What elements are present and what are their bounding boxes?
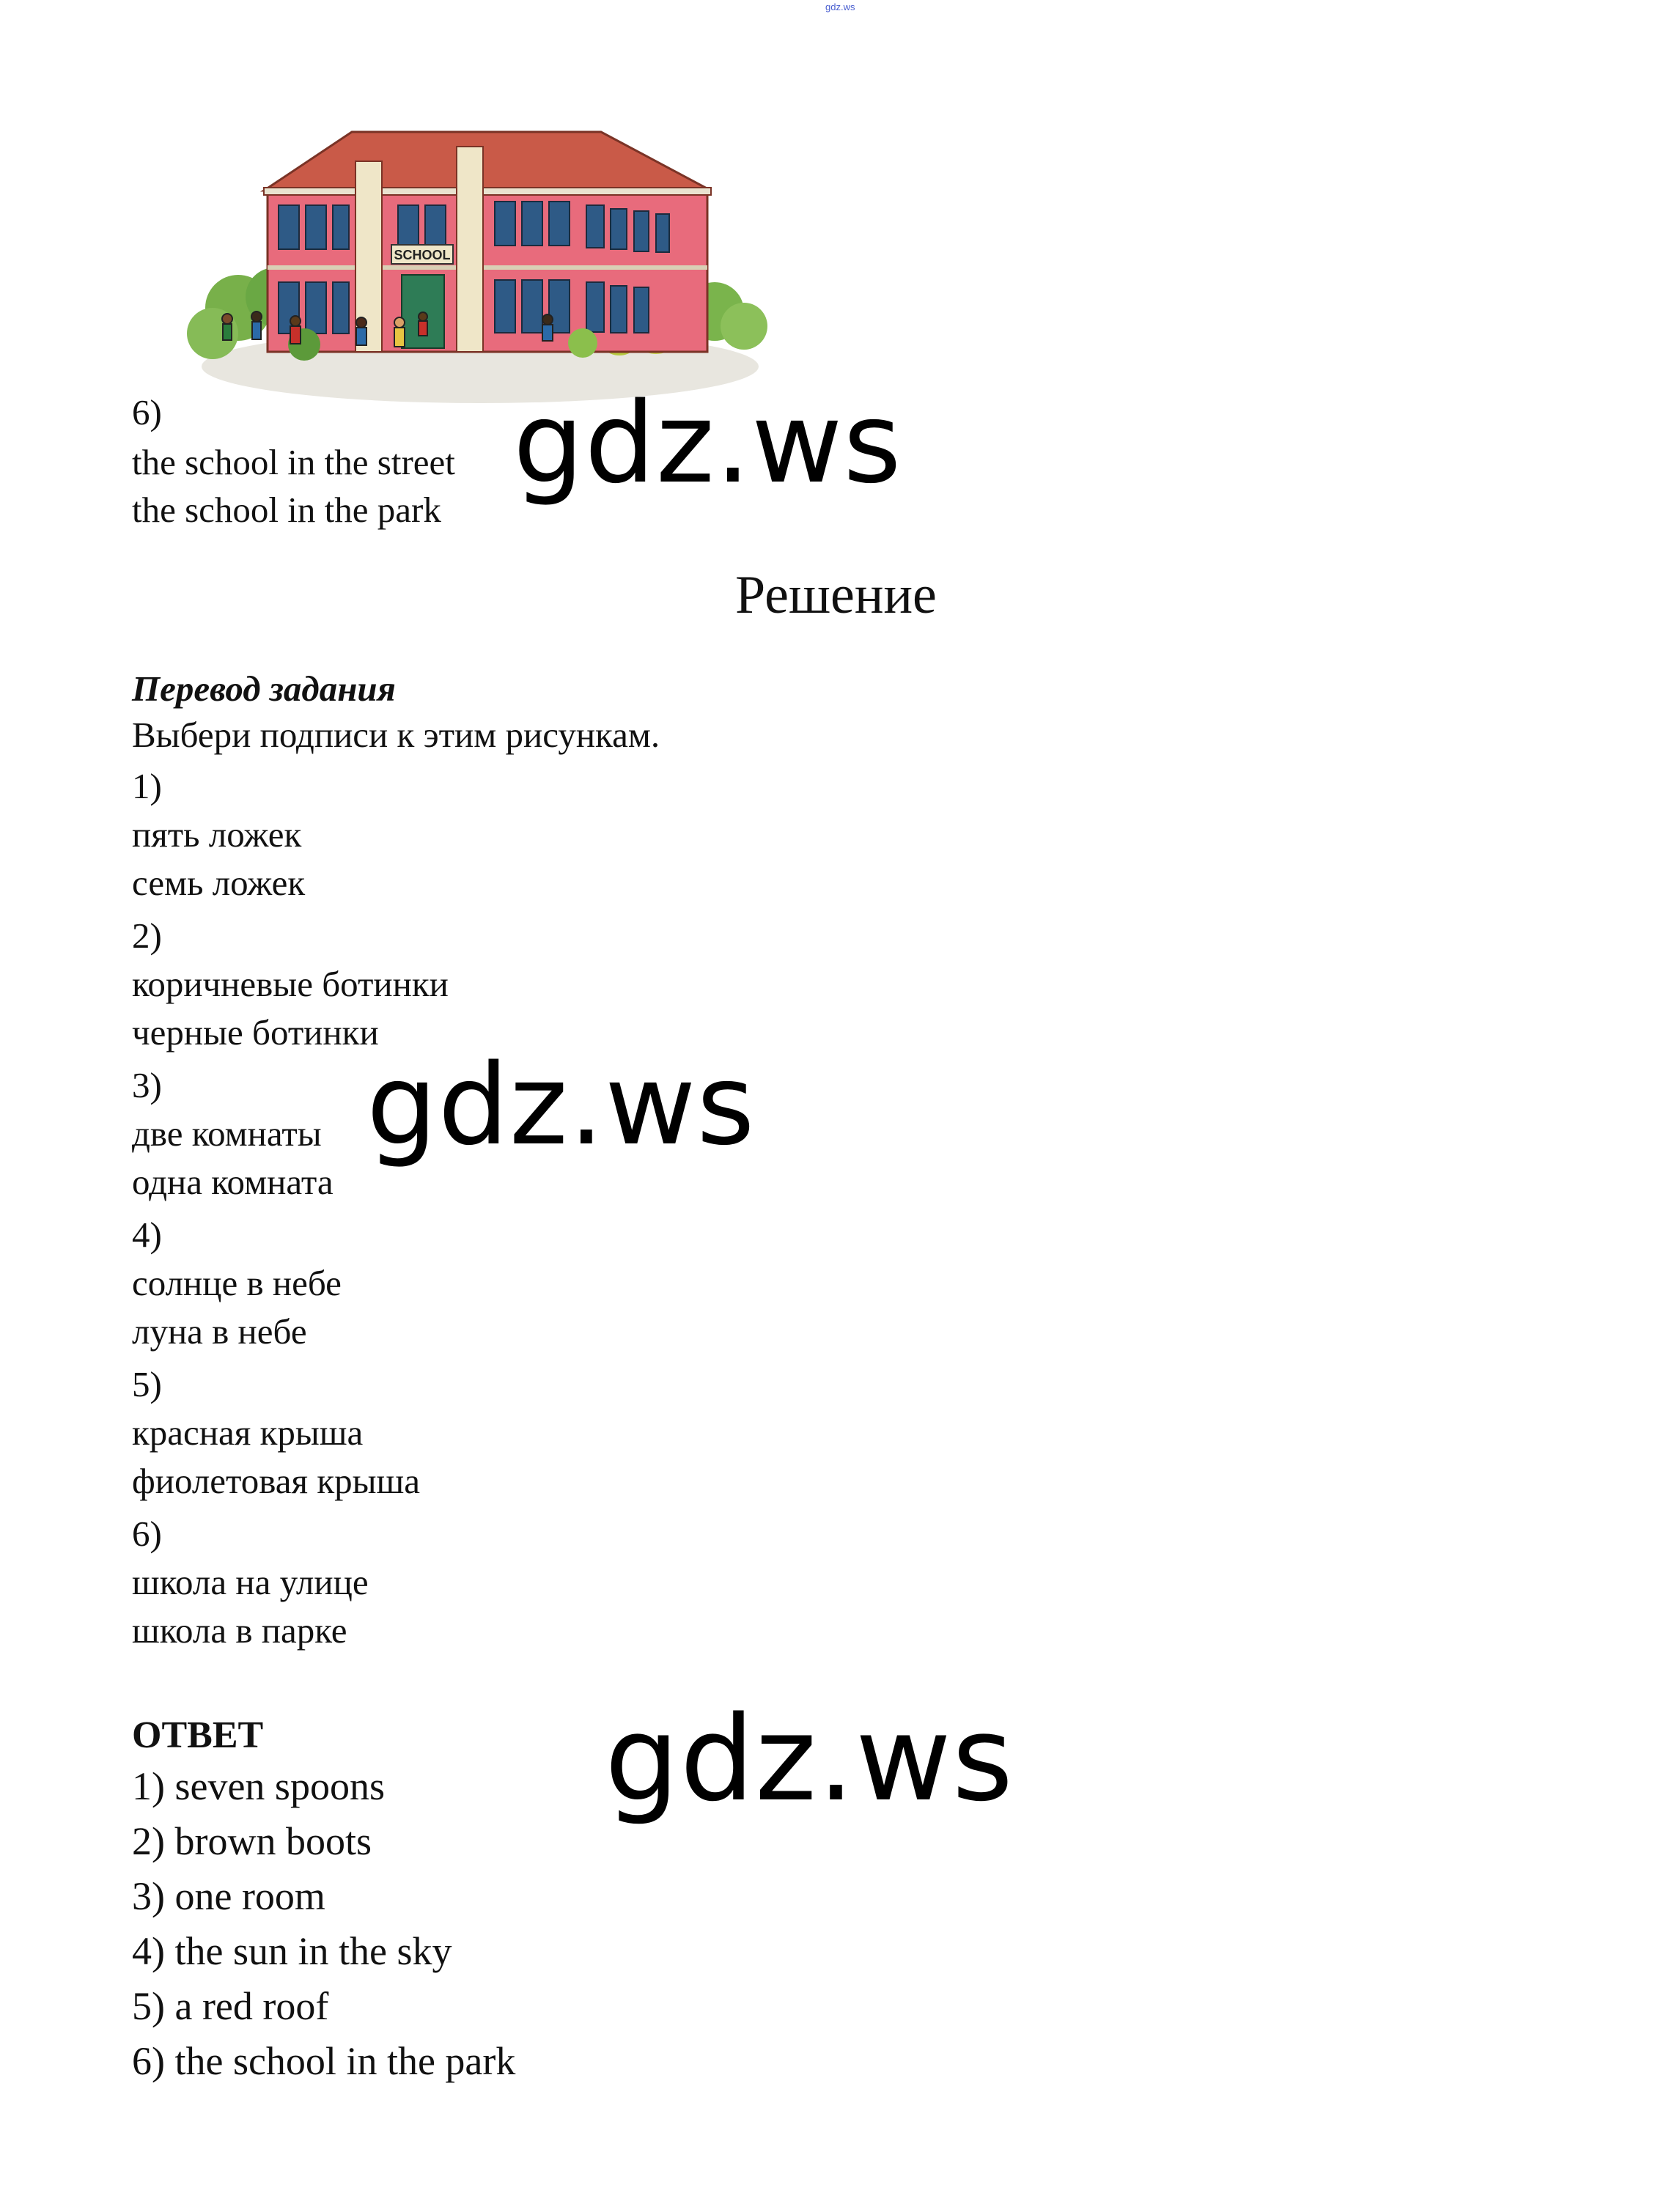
answer-title: ОТВЕТ — [132, 1714, 264, 1756]
answer-item: 6) the school in the park — [132, 2039, 516, 2083]
header-watermark: gdz.ws — [825, 1, 855, 12]
translation-list — [132, 762, 449, 1655]
watermark: gdz.ws — [605, 1690, 1014, 1827]
translation-item-option: фиолетовая крыша — [132, 1461, 421, 1501]
translation-item-option: семь ложек — [132, 863, 306, 903]
translation-item-option: черные ботинки — [132, 1012, 379, 1053]
answer-item: 2) brown boots — [132, 1819, 372, 1863]
translation-item-option: школа на улице — [132, 1562, 369, 1602]
watermark: gdz.ws — [366, 1040, 756, 1170]
translation-item-option: школа в парке — [132, 1610, 347, 1651]
exercise-option-a: the school in the street — [132, 442, 455, 482]
translation-item-number: 4) — [132, 1215, 162, 1255]
answer-list — [132, 1759, 515, 2089]
translation-item-option: луна в небе — [132, 1311, 307, 1352]
solution-title: Решение — [735, 565, 937, 625]
translation-item-option: коричневые ботинки — [132, 964, 449, 1004]
exercise-number: 6) — [132, 392, 162, 432]
translation-item-number: 6) — [132, 1514, 162, 1554]
translation-instruction: Выбери подписи к этим рисункам. — [132, 715, 660, 755]
translation-item-option: две комнаты — [132, 1113, 322, 1154]
answer-item: 1) seven spoons — [132, 1764, 385, 1808]
watermark: gdz.ws — [513, 378, 902, 508]
exercise-option-b: the school in the park — [132, 490, 441, 530]
school-sign: SCHOOL — [394, 248, 451, 262]
translation-item-option: красная крыша — [132, 1412, 364, 1453]
translation-title: Перевод задания — [132, 668, 396, 709]
translation-item-option: одна комната — [132, 1162, 334, 1202]
answer-item: 5) a red roof — [132, 1984, 329, 2028]
translation-item-number: 5) — [132, 1364, 162, 1404]
translation-item-number: 1) — [132, 766, 162, 806]
translation-item-option: солнце в небе — [132, 1263, 342, 1303]
answer-item: 3) one room — [132, 1874, 325, 1918]
translation-item-number: 3) — [132, 1065, 162, 1105]
translation-item-option: пять ложек — [132, 814, 302, 855]
translation-item-number: 2) — [132, 915, 162, 956]
answer-item: 4) the sun in the sky — [132, 1929, 452, 1973]
